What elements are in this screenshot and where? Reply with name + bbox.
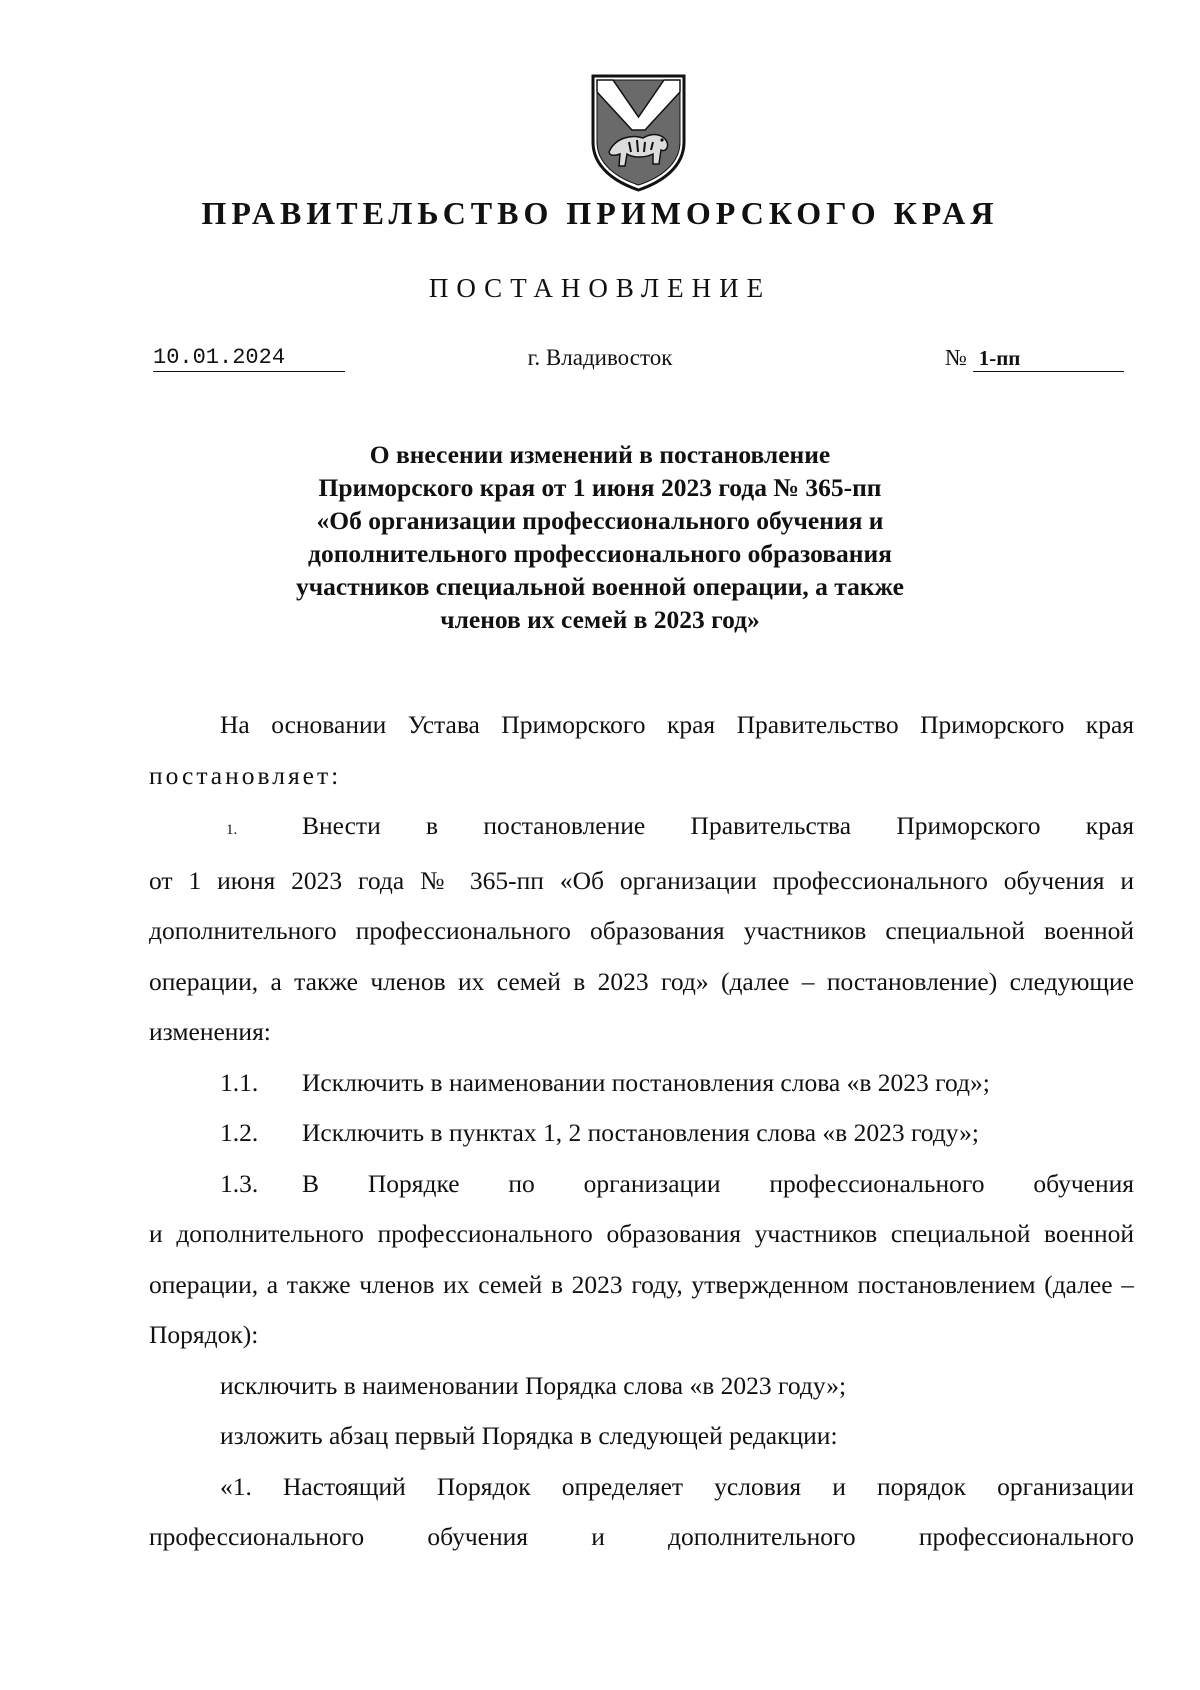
organization-title: ПРАВИТЕЛЬСТВО ПРИМОРСКОГО КРАЯ	[201, 195, 999, 231]
preamble-paragraph	[149, 700, 1134, 801]
subject-line: членов их семей в 2023 год»	[440, 605, 760, 634]
clause-text: Исключить в пунктах 1, 2 постановления слова «в 2023 году»;	[302, 1118, 980, 1147]
clause-number: 1.2.	[220, 1118, 259, 1147]
clause-1-first-line	[149, 801, 1134, 856]
number-value: 1-пп	[973, 346, 1124, 372]
clause-text: В Порядке по организации профессионального обучения	[302, 1168, 1134, 1198]
subject-line: участников специальной военной операции, а также	[296, 572, 904, 601]
quote-paragraph-first-line: «1. Настоящий Порядок определяет условия и порядок организации	[220, 1471, 1134, 1501]
document-type: ПОСТАНОВЛЕНИЕ	[428, 273, 772, 303]
number-label: №	[945, 345, 967, 370]
clause-number: 1.3.	[220, 1168, 259, 1198]
document-subject	[0, 438, 1200, 636]
clause-1-1	[149, 1058, 1134, 1109]
clause-text: Внести в постановление Правительства Приморского края	[302, 811, 1134, 840]
clause-text: Исключить в наименовании постановления слова «в 2023 год»;	[302, 1067, 990, 1097]
clause-1-2	[149, 1108, 1134, 1159]
quote-paragraph-continuation: профессионального обучения и дополнительного профессионального	[149, 1522, 1134, 1551]
coat-of-arms-emblem	[587, 72, 690, 194]
subject-line: дополнительного профессионального образования	[308, 539, 892, 568]
clause-1-3-first-line	[149, 1159, 1134, 1210]
subject-line: О внесении изменений в постановление	[369, 440, 831, 469]
document-number	[945, 345, 1124, 372]
preamble-text: На основании Устава Приморского края Правительство Приморского края	[220, 710, 1134, 739]
subject-line: Приморского края от 1 июня 2023 года № 365-пп	[318, 473, 882, 502]
preamble-decision: постановляет:	[149, 760, 342, 790]
statement-paragraph: изложить абзац первый Порядка в следующей редакции:	[220, 1421, 838, 1450]
document-city: г. Владивосток	[527, 345, 673, 370]
exclusion-paragraph: исключить в наименовании Порядка слова «в 2023 году»;	[220, 1370, 847, 1400]
clause-number: 1.1.	[220, 1067, 259, 1097]
clause-1-continuation: от 1 июня 2023 года № 365-пп «Об организации профессионального обучения и дополнительного профессионального образования участников специальной военной операции, а также членов их семей в 2023 год» (далее – постановление) следующие изменения:	[149, 865, 1134, 1046]
clause-number: 1.	[226, 822, 238, 838]
clause-1-3-continuation: и дополнительного профессионального образования участников специальной военной операции, а также членов их семей в 2023 году, утвержденном постановлением (далее – Порядок):	[149, 1219, 1134, 1349]
document-date: 10.01.2024	[153, 345, 345, 372]
subject-line: «Об организации профессионального обучения и	[316, 506, 884, 535]
document-body	[149, 700, 1134, 1563]
